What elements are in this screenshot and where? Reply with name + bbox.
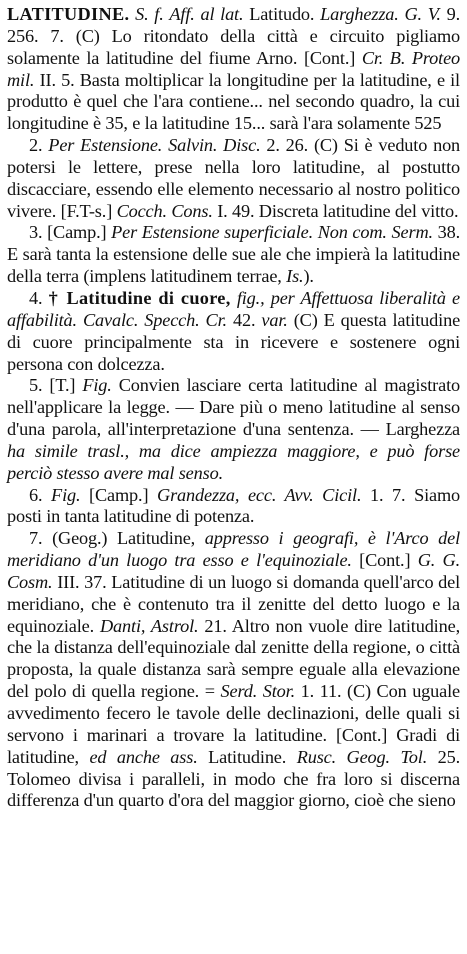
editor-tag: [Cont.] xyxy=(303,47,356,68)
citation-reference: 25. xyxy=(437,746,461,767)
sense-4 xyxy=(7,288,460,375)
citation-reference: I. 49. xyxy=(217,200,255,221)
sense-label: Fig. xyxy=(82,375,112,396)
citation-source: Rusc. Geog. Tol. xyxy=(296,746,428,767)
citation-text: Discreta latitudine del vitto. xyxy=(258,200,459,221)
citation-source: Is. xyxy=(286,266,304,287)
citation-reference: 38. xyxy=(437,222,460,243)
sense-definition: Grandezza, ecc. Avv. Cicil. xyxy=(157,484,362,505)
sense-label: Fig. xyxy=(51,484,81,505)
sense-2 xyxy=(7,135,460,222)
editor-tag: [Camp.] xyxy=(47,222,107,243)
citation-text: (C) Con uguale avvedimento fecero le tavole delle declinazioni, delle quali si servono i marinari a trovare la latitudine. xyxy=(7,681,461,745)
citation-text: (C) E questa latitudine di cuore principalmente sta in ricevere e sostenere ogni persona con dolcezza. xyxy=(7,309,461,374)
citation-text: (C) Si è veduto non potersi le lettere, prese nella loro latitudine, al postutto discacciare, essendo elle elemento necessario al nostro politico vivere. xyxy=(7,135,461,221)
citation-reference: 9. 256. 7. xyxy=(7,4,461,46)
citation-reference: III. 37. xyxy=(57,571,107,592)
citation-reference: II. 5. xyxy=(39,69,75,90)
sense-6 xyxy=(7,485,460,529)
citation-text-end: ). xyxy=(303,266,314,287)
citation-text: Siamo posti in tanta latitudine di potenza. xyxy=(7,484,461,527)
citation-source: Salvin. Disc. xyxy=(168,135,261,156)
sense-definition: Per Estensione. xyxy=(48,135,163,156)
citation-text: Altro non vuole dire latitudine, che la distanza dell'equinoziale dal zenitte della regione, o città proposta, la quale distanza sarà sempre eguale alla elevazione del polo di quella regione. = xyxy=(7,615,460,702)
sense-number: 2. xyxy=(29,135,43,156)
sense-headword: † Latitudine di cuore, xyxy=(48,287,231,308)
citation-source: Cr. B. Proteo mil. xyxy=(7,47,461,90)
sense-number: 3. xyxy=(29,222,43,243)
etymology-label: Aff. al lat. xyxy=(169,4,244,24)
sense-note: ed anche ass. xyxy=(89,746,198,767)
citation-source: Cocch. Cons. xyxy=(116,200,213,221)
sense-number: 5. xyxy=(29,375,43,396)
citation-source: G. G. Cosm. xyxy=(7,550,461,592)
citation-text: Tolomeo divisa i paralleli, in modo che fra loro si discerna differenza d'un quarto d'ora del maggior giorno, cioè che sieno xyxy=(7,768,460,811)
latin-form: Latitudo. xyxy=(249,4,315,24)
citation-text: E sarà tanta la estensione delle sue ale che impierà la latitudine della terra (implens latitudinem terrae, xyxy=(7,244,460,287)
sense-text: Latitudine. xyxy=(208,746,287,767)
sense-7 xyxy=(7,528,460,812)
sense-number: 7. xyxy=(29,528,43,549)
citation-source: G. V. xyxy=(404,4,441,24)
sense-note: ha simile trasl., ma dice ampiezza maggiore, e può forse perciò stesso avere mal senso. xyxy=(7,440,460,483)
editor-tag: [F.T-s.] xyxy=(60,200,113,221)
citation-text: Basta moltiplicar la longitudine per la latitudine, e il produtto è quel che l'ara contiene... nel secondo quadro, la cui longitudine è 35, e la latitudine 15... sarà l'ara solamente 525 xyxy=(7,69,460,134)
editor-tag: [T.] xyxy=(49,375,76,396)
sense-number: 4. xyxy=(29,287,43,308)
citation-text: (C) Lo ritondato della città e circuito pigliamo solamente la latitudine del fiume Arno. xyxy=(7,25,461,68)
headword: LATITUDINE. xyxy=(7,4,130,24)
editor-tag: [Cont.] xyxy=(359,550,411,571)
citation-source: Danti, Astrol. xyxy=(99,615,199,636)
sense-text: Gradi di latitudine, xyxy=(7,724,461,767)
sense-word: Latitudine, xyxy=(117,528,196,549)
domain-label: (Geog.) xyxy=(52,528,108,549)
citation-reference: 42. xyxy=(232,309,256,330)
citation-reference: 1. 11. xyxy=(300,681,342,702)
citation-reference: 21. xyxy=(204,615,227,636)
citation-text: Latitudine di un luogo si domanda quell'arco del meridiano, che è contenuto tra il zenitte del detto luogo e la equinoziale. xyxy=(7,571,461,636)
sense-definition: Per Estensione superficiale. Non com. Serm. xyxy=(111,222,433,243)
variant-label: var. xyxy=(261,309,288,330)
sense-3 xyxy=(7,222,460,288)
sense-5 xyxy=(7,375,460,484)
sense-definition: fig., per Affettuosa liberalità e affabilità. Cavalc. Specch. Cr. xyxy=(7,287,461,330)
sense-definition: appresso i geografi, è l'Arco del meridiano d'un luogo tra esso e l'equinoziale. xyxy=(7,528,461,571)
entry-headline xyxy=(7,4,460,135)
sense-text: Convien lasciare certa latitudine al magistrato nell'applicare la legge. — Dare più o meno latitudine al senso d'una parola, all'interpretazione d'una sentenza. — Larghezza xyxy=(7,375,460,440)
citation-source: Serd. Stor. xyxy=(220,681,296,702)
definition-main: Larghezza. xyxy=(320,4,399,24)
editor-tag: [Camp.] xyxy=(89,484,149,505)
citation-reference: 1. 7. xyxy=(370,484,406,505)
editor-tag: [Cont.] xyxy=(335,724,388,745)
sense-number: 6. xyxy=(29,484,43,505)
citation-reference: 2. 26. xyxy=(266,135,309,156)
grammar-label: S. f. xyxy=(135,4,164,24)
